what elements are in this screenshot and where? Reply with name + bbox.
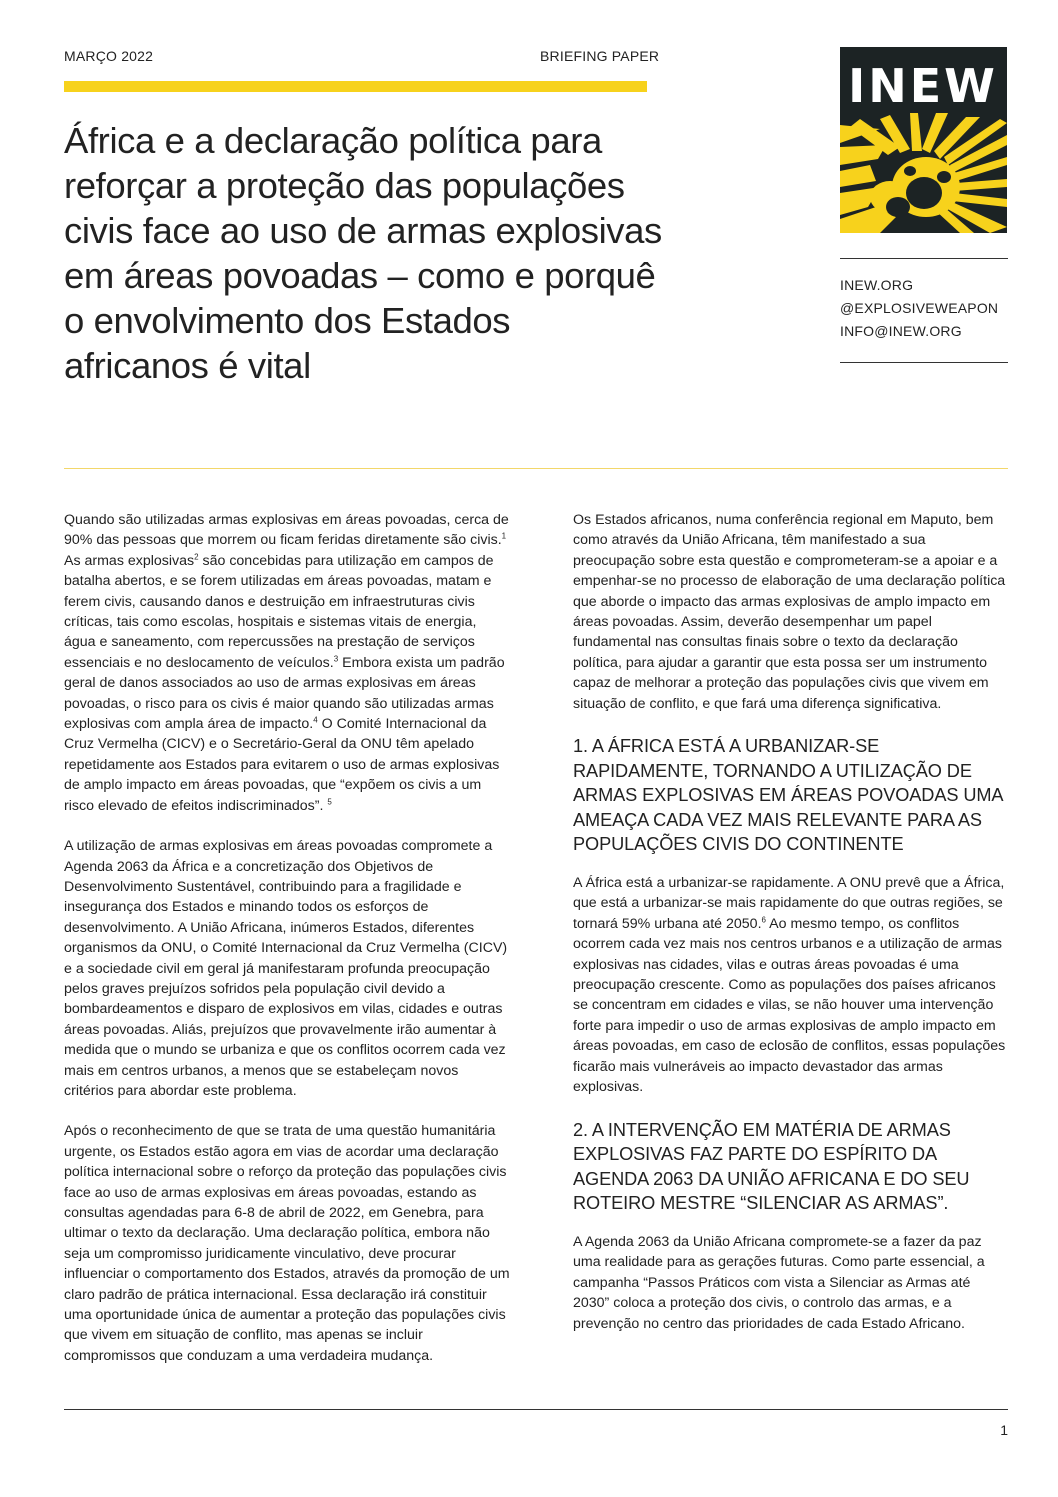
doc-type-label: BRIEFING PAPER [540, 48, 660, 64]
section-heading-2: 2. A INTERVENÇÃO EM MATÉRIA DE ARMAS EXPLOSIVAS FAZ PARTE DO ESPÍRITO DA AGENDA 2063 DA UNIÃO AFRICANA E DO SEU ROTEIRO MESTRE “SILENCIAR AS ARMAS”. [573, 1119, 970, 1214]
section-divider [64, 468, 1008, 469]
section-heading-1: 1. A ÁFRICA ESTÁ A URBANIZAR-SE RAPIDAMENTE, TORNANDO A UTILIZAÇÃO DE ARMAS EXPLOSIVAS EM ÁREAS POVOADAS UMA AMEAÇA CADA VEZ MAIS RELEVANTE PARA AS POPULAÇÕES CIVIS DO CONTINENTE [573, 736, 1003, 855]
paragraph: Os Estados africanos, numa conferência regional em Maputo, bem como através da União Africana, têm manifestado a sua preocupação sobre esta questão e comprometeram-se a apoiar e a empenhar-se no processo de elaboração de uma declaração política que aborde o impacto das armas explosivas de amplo impacto em áreas povoadas. Assim, deverão desempenhar um papel fundamental nas consultas finais sobre o texto da declaração política, para ajudar a garantir que esta possa ser um instrumento capaz de melhorar a proteção das populações civis que vivem em situação de conflito, e que fará uma diferença significativa. [573, 512, 1006, 712]
footnote-ref[interactable]: 3 [333, 654, 339, 664]
left-column [64, 510, 511, 1386]
document-title: África e a declaração política para reforçar a proteção das populações civis face ao uso de armas explosivas em áreas povoadas – como e porquê o envolvimento dos Estados africanos é vital [64, 120, 662, 386]
page-number: 1 [1000, 1422, 1008, 1438]
date-label: MARÇO 2022 [64, 48, 154, 64]
logo-text: INEW [848, 59, 998, 113]
paragraph: A utilização de armas explosivas em áreas povoadas compromete a Agenda 2063 da África e a concretização dos Objetivos de Desenvolvimento Sustentável, contribuindo para a fragilidade e insegurança dos Estados e minando todos os esforços de desenvolvimento. A União Africana, inúmeros Estados, diferentes organismos da ONU, o Comité Internacional da Cruz Vermelha (CICV) e a sociedade civil em geral já manifestaram profunda preocupação pelos graves prejuízos sofridos pela população civil devido a bombardeamentos e disparo de explosivos em vilas, cidades e outras áreas povoadas. Aliás, prejuízos que provavelmente irão aumentar à medida que o mundo se urbaniza e que os conflitos ocorrem cada vez mais em centros urbanos, a menos que se estabeleçam novos critérios para abordar este problema. [64, 838, 508, 1099]
email-link[interactable]: INFO@INEW.ORG [840, 323, 962, 339]
footer-rule [64, 1409, 1008, 1410]
contact-bottom-rule [840, 362, 1008, 363]
paragraph: A África está a urbanizar-se rapidamente. A ONU prevê que a África, que está a urbanizar-se mais rapidamente do que outras regiões, se tornará 59% urbana até 2050.$^6$ Ao mesmo tempo, os conflitos ocorrem cada vez mais nos centros urbanos e a utilização de armas explosivas nas cidades, vilas e outras áreas povoadas é uma preocupação crescente. Como as populações dos países africanos se concentram em cidades e vilas, se não houver uma intervenção forte para impedir o uso de armas explosivas de amplo impacto em áreas povoadas, em caso de eclosão de conflitos, essas populações ficarão mais vulneráveis ao impacto devastador das armas explosivas. [573, 875, 1006, 1096]
paragraph: A Agenda 2063 da União Africana compromete-se a fazer da paz uma realidade para as gerações futuras. Como parte essencial, a campanha “Passos Práticos com vista a Silenciar as Armas até 2030” coloca a proteção dos civis, o controlo das armas, e a prevenção no centro das prioridades de cada Estado Africano. [573, 1233, 985, 1332]
footnote-ref[interactable]: 4 [313, 715, 318, 725]
right-column [573, 510, 1009, 1354]
paragraph: Após o reconhecimento de que se trata de uma questão humanitária urgente, os Estados estão agora em vias de acordar uma declaração política internacional sobre o reforço da proteção das populações civis face ao uso de armas explosivas em áreas povoadas, estando as consultas agendadas para 6-8 de abril de 2022, em Genebra, para ultimar o texto da declaração. Uma declaração política, embora não seja um compromisso juridicamente vinculativo, deve procurar influenciar o comportamento dos Estados, através da promoção de um claro padrão de prática internacional. Essa declaração irá constituir uma oportunidade única de aumentar a proteção das populações civis que vivem em situação de conflito, mas apenas se incluir compromissos que conduzam a uma verdadeira mudança. [64, 1123, 510, 1364]
header-accent-bar [64, 81, 647, 92]
contact-top-rule [840, 258, 1008, 259]
footnote-ref[interactable]: 5 [327, 796, 332, 806]
twitter-handle[interactable]: @EXPLOSIVEWEAPON [840, 300, 999, 316]
inew-logo [840, 47, 1007, 233]
website-link[interactable]: INEW.ORG [840, 277, 914, 293]
footnote-ref[interactable]: 2 [194, 552, 199, 562]
footnote-ref[interactable]: 1 [501, 531, 507, 541]
paragraph: Quando são utilizadas armas explosivas em áreas povoadas, cerca de 90% das pessoas que morrem ou ficam feridas diretamente são civis.$^1$ As armas explosivas$^2$ são concebidas para utilização em campos de batalha abertos, e se forem utilizadas em áreas povoadas, matam e ferem civis, causando danos e destruição em infraestruturas civis críticas, tais como escolas, hospitais e sistemas vitais de energia, água e saneamento, com repercussões na prestação de serviços essenciais e no deslocamento de veículos.$^3$ Embora exista um padrão geral de danos associados ao uso de armas explosivas em áreas povoadas, o risco para os civis é maior quando são utilizadas armas explosivas com ampla área de impacto.$^4$ O Comité Internacional da Cruz Vermelha (CICV) e o Secretário-Geral da ONU têm apelado repetidamente aos Estados para evitarem o uso de armas explosivas de amplo impacto em áreas povoadas, que “expõem os civis a um risco elevado de efeitos indiscriminados”. $^5$ [64, 512, 509, 814]
footnote-ref[interactable]: 6 [761, 915, 766, 925]
